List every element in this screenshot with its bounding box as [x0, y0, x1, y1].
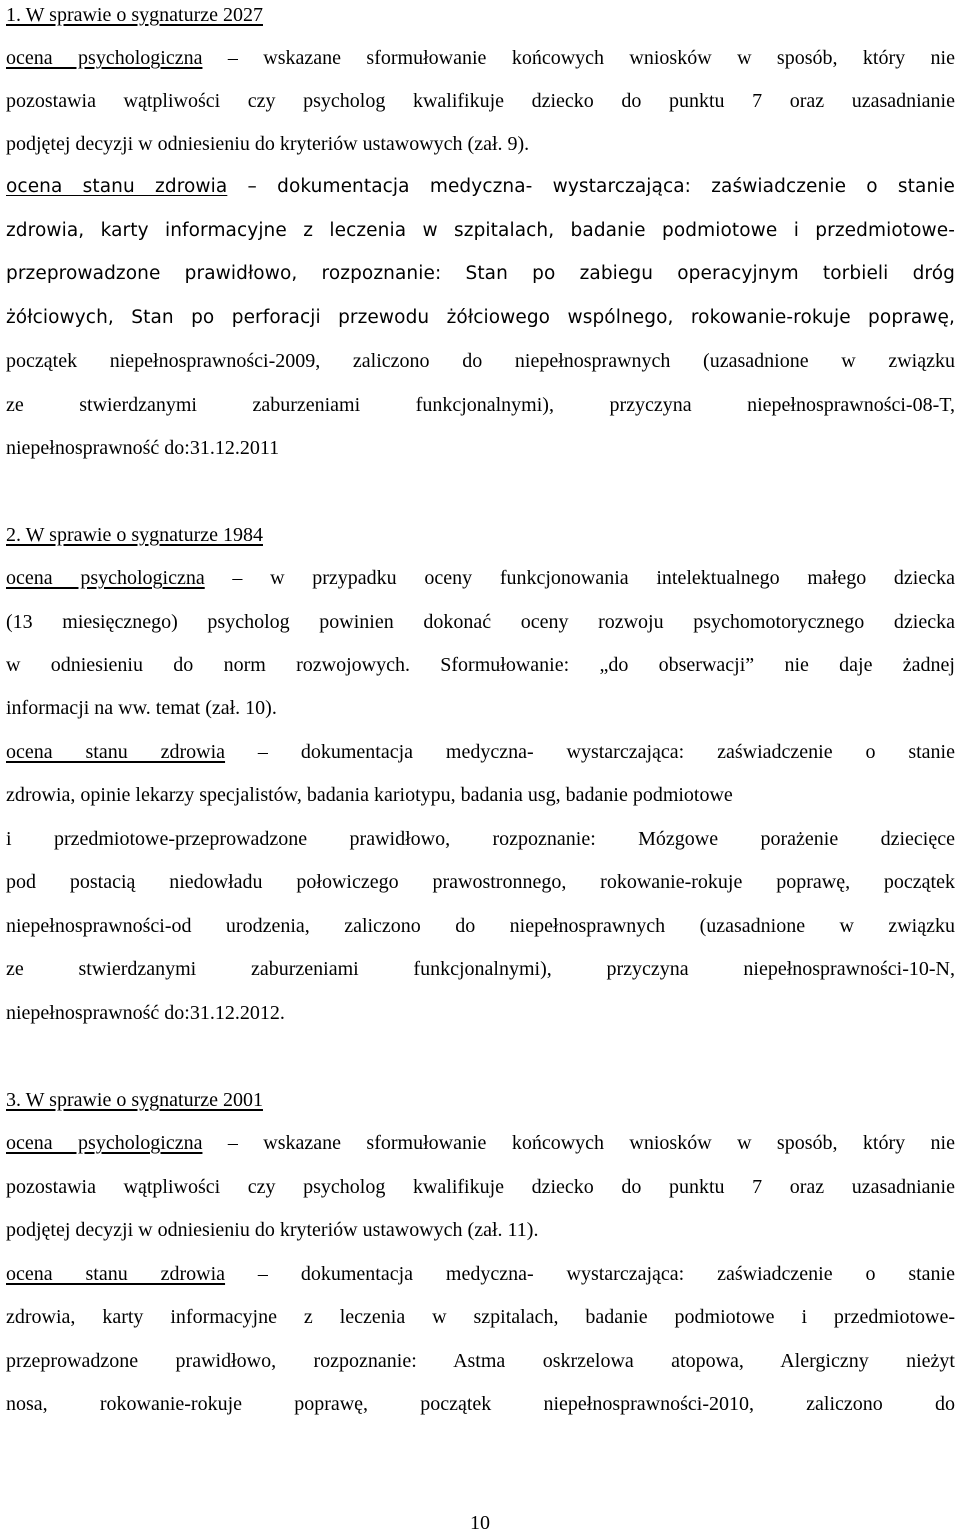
- health-label: ocena stanu zdrowia: [6, 1263, 226, 1285]
- section-2-health-line-2: zdrowia, opinie lekarzy specjalistów, badania kariotypu, badania usg, badanie podmiotowe: [6, 784, 733, 806]
- psych-text: – wskazane sformułowanie końcowych wniosków w sposób, który nie: [202, 47, 955, 69]
- section-2-health-line-1: [6, 737, 955, 767]
- section-1-heading: 1. W sprawie o sygnaturze 2027: [6, 4, 263, 26]
- health-label: ocena stanu zdrowia: [6, 176, 228, 197]
- health-text: – dokumentacja medyczna- wystarczająca: zaświadczenie o stanie: [225, 741, 955, 763]
- section-2-psych-line-3: w odniesieniu do norm rozwojowych. Sformułowanie: „do obserwacji” nie daje żadnej: [6, 654, 955, 676]
- section-2-psych-line-4: informacji na ww. temat (zał. 10).: [6, 697, 277, 719]
- health-label: ocena stanu zdrowia: [6, 741, 226, 763]
- section-1-health-line-3: przeprowadzone prawidłowo, rozpoznanie: Stan po zabiegu operacyjnym torbieli dróg: [6, 263, 955, 284]
- section-3-health-line-4: nosa, rokowanie-rokuje poprawę, początek niepełnosprawności-2010, zaliczono do: [6, 1393, 955, 1415]
- health-text: – dokumentacja medyczna- wystarczająca: zaświadczenie o stanie: [227, 176, 955, 197]
- psych-label: ocena psychologiczna: [6, 47, 203, 69]
- section-3-health-line-2: zdrowia, karty informacyjne z leczenia w szpitalach, badanie podmiotowe i przedmiotowe-: [6, 1306, 955, 1328]
- section-1-health-line-7: niepełnosprawność do:31.12.2011: [6, 437, 280, 459]
- section-1-health-line-5: początek niepełnosprawności-2009, zaliczono do niepełnosprawnych (uzasadnione w związku: [6, 350, 955, 372]
- section-2-psych-line-1: [6, 563, 955, 593]
- section-3-health-line-1: [6, 1259, 955, 1289]
- section-3-psych-line-2: pozostawia wątpliwości czy psycholog kwalifikuje dziecko do punktu 7 oraz uzasadnianie: [6, 1176, 955, 1198]
- section-3-psych-line-1: [6, 1128, 955, 1158]
- section-2-health-line-5: niepełnosprawności-od urodzenia, zaliczono do niepełnosprawnych (uzasadnione w związku: [6, 915, 955, 937]
- section-2-health-line-4: pod postacią niedowładu połowiczego prawostronnego, rokowanie-rokuje poprawę, początek: [6, 871, 955, 893]
- psych-text: – wskazane sformułowanie końcowych wniosków w sposób, który nie: [202, 1132, 955, 1154]
- section-1-health-line-4: żółciowych, Stan po perforacji przewodu żółciowego wspólnego, rokowanie-rokuje poprawę,: [6, 307, 955, 328]
- section-2-heading-text: 2. W sprawie o sygnaturze 1984: [6, 524, 263, 546]
- health-text: – dokumentacja medyczna- wystarczająca: zaświadczenie o stanie: [225, 1263, 955, 1285]
- section-2-health-line-6: ze stwierdzanymi zaburzeniami funkcjonalnymi), przyczyna niepełnosprawności-10-N,: [6, 958, 955, 980]
- section-1-psych-line-2: pozostawia wątpliwości czy psycholog kwalifikuje dziecko do punktu 7 oraz uzasadnianie: [6, 90, 955, 112]
- page-number: 10: [470, 1512, 490, 1534]
- section-3-heading-text: 3. W sprawie o sygnaturze 2001: [6, 1089, 263, 1111]
- section-1-health-line-1: [6, 172, 955, 202]
- psych-label: ocena psychologiczna: [6, 567, 205, 589]
- psych-text: – w przypadku oceny funkcjonowania intelektualnego małego dziecka: [204, 567, 955, 589]
- section-2-health-line-7: niepełnosprawność do:31.12.2012.: [6, 1002, 285, 1024]
- section-1-health-line-2: zdrowia, karty informacyjne z leczenia w szpitalach, badanie podmiotowe i przedmiotowe-: [6, 220, 955, 241]
- section-1-psych-line-3: podjętej decyzji w odniesieniu do kryteriów ustawowych (zał. 9).: [6, 133, 530, 155]
- section-2-heading: [6, 520, 955, 550]
- section-2-psych-line-2: (13 miesięcznego) psycholog powinien dokonać oceny rozwoju psychomotorycznego dziecka: [6, 611, 955, 633]
- section-3-health-line-3: przeprowadzone prawidłowo, rozpoznanie: Astma oskrzelowa atopowa, Alergiczny nieżyt: [6, 1350, 955, 1372]
- section-3-heading: [6, 1085, 955, 1115]
- psych-label: ocena psychologiczna: [6, 1132, 203, 1154]
- section-3-psych-line-3: podjętej decyzji w odniesieniu do kryteriów ustawowych (zał. 11).: [6, 1219, 539, 1241]
- section-1-psych-line-1: [6, 43, 955, 73]
- section-1-health-line-6: ze stwierdzanymi zaburzeniami funkcjonalnymi), przyczyna niepełnosprawności-08-T,: [6, 394, 955, 416]
- section-2-health-line-3: i przedmiotowe-przeprowadzone prawidłowo, rozpoznanie: Mózgowe porażenie dziecięce: [6, 828, 955, 850]
